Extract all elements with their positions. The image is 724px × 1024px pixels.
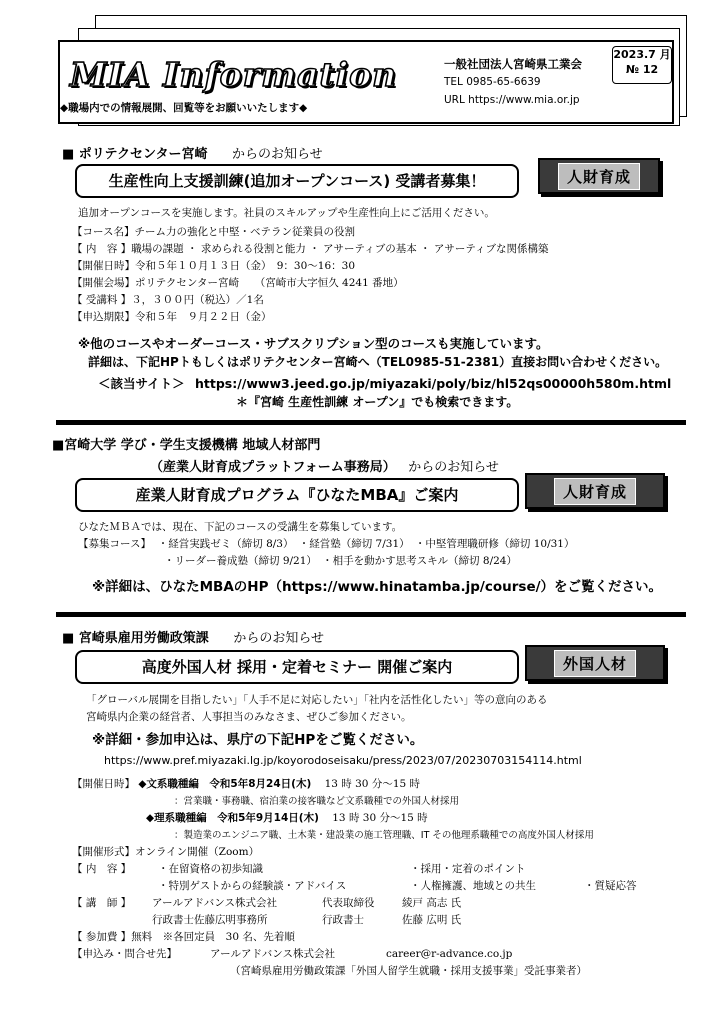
section3-from: からのお知らせ	[233, 631, 324, 646]
course-label: 【募集コース】	[78, 538, 146, 550]
org-name: 一般社団法人宮崎県工業会	[444, 57, 582, 71]
course-row	[78, 536, 574, 553]
detail-row: 【 内 容 】職場の課題 ・ 求められる役割と能力 ・ アサーティブの基本 ・ アサーティブな関係構築	[72, 243, 549, 255]
intro-line: 「グローバル展開を目指したい」「人手不足に対応したい」「社内を活性化したい」等の意向のある	[86, 694, 548, 706]
contact-note: （宮崎県雇用労働政策課「外国人留学生就職・採用支援事業」受託事業者）	[230, 965, 587, 977]
fee-value: 無料 ※各回定員 30 名、先着順	[131, 931, 295, 943]
format-row	[72, 844, 692, 861]
contact-row	[72, 946, 692, 963]
detail-row: 【コース名】チーム力の強化と中堅・ベテラン従業員の役割	[72, 226, 355, 238]
course-row	[78, 553, 574, 570]
content-label: 【 内 容 】	[72, 863, 132, 875]
lecturer-role: 代表取締役	[322, 897, 375, 909]
section1-org: ■ ポリテクセンター宮崎	[62, 147, 208, 162]
section2-subheading	[150, 456, 499, 475]
session2-time: 13 時 30 分～15 時	[332, 812, 428, 824]
session1-date: ◆文系職種編 令和5年8月24日(木)	[138, 778, 312, 790]
issue-number: № 12	[625, 63, 659, 76]
lecturer-name: 佐藤 広明 氏	[402, 914, 462, 926]
content-item: ・在留資格の初歩知識	[158, 863, 263, 875]
section3-details	[72, 776, 692, 980]
site-label: ＜該当サイト＞	[98, 376, 185, 391]
section3-note: ※詳細・参加申込は、県庁の下記HPをご覧ください。	[92, 732, 424, 748]
section1-event-title: 生産性向上支援訓練(追加オープンコース) 受講者募集！	[75, 164, 519, 198]
detail-row: 【申込期限】令和５年 ９月２２日（金）	[72, 311, 272, 323]
session2-row	[72, 810, 692, 827]
site-url-link[interactable]: https://www3.jeed.go.jp/miyazaki/poly/biz/hl52qs00000h580m.html	[195, 376, 672, 391]
section1-tag-label: 人財育成	[558, 163, 640, 190]
website-url[interactable]: URL https://www.mia.or.jp	[444, 94, 580, 106]
section-divider	[56, 612, 686, 617]
detail-row: 【開催日時】令和５年１０月１３日（金） 9：30～16：30	[72, 260, 356, 272]
session2-desc: ：製造業のエンジニア職、土木業・建設業の施工管理職、IT その他理系職種での高度外国人材採用	[174, 830, 594, 841]
section3-intro	[86, 692, 547, 726]
session1-row	[72, 776, 692, 793]
section1-tag	[538, 158, 660, 194]
lecturer-label: 【 講 師 】	[72, 897, 132, 909]
lecturer-org: 行政書士佐藤広明事務所	[152, 914, 268, 926]
section2-from: からのお知らせ	[408, 460, 499, 475]
content-item: ・質疑応答	[584, 880, 637, 892]
content-item: ・特別ゲストからの経験談・アドバイス	[158, 880, 347, 892]
section1-site	[98, 374, 671, 393]
section2-sub: （産業人財育成プラットフォーム事務局）	[150, 460, 396, 475]
lecturer-role: 行政書士	[322, 914, 364, 926]
section1-search-note: ＊『宮崎 生産性訓練 オープン』でも検索できます。	[236, 395, 519, 409]
fee-row	[72, 929, 692, 946]
course-list: ・経営実践ゼミ（締切 8/3） ・経営塾（締切 7/31） ・中堅管理職研修（締切 10/31）	[157, 538, 575, 550]
header-contact	[444, 55, 582, 109]
lecturer-org: アールアドバンス株式会社	[152, 897, 277, 909]
section1-from: からのお知らせ	[232, 147, 323, 162]
detail-row: 【開催会場】ポリテクセンター宮崎 （宮崎市大字恒久 4241 番地）	[72, 277, 404, 289]
detail-row: 【 受講料 】３，３００円（税込）／1名	[72, 294, 264, 306]
section1-note2: 詳細は、下記HPトもしくはポリテクセンター宮崎へ（TEL0985-51-2381）直接お問い合わせください。	[88, 355, 668, 369]
header-subtitle: ◆職場内での情報展開、回覧等をお願いいたします◆	[60, 102, 308, 114]
section2-tag-label: 人財育成	[554, 478, 636, 505]
content-item: ・採用・定着のポイント	[410, 863, 526, 875]
contact-email[interactable]: career@r-advance.co.jp	[386, 948, 513, 960]
content-row	[72, 878, 692, 895]
tel-number: TEL 0985-65-6639	[444, 76, 541, 88]
session1-time: 13 時 30 分～15 時	[324, 778, 421, 790]
section1-heading	[62, 143, 323, 162]
section2-courses	[78, 536, 574, 570]
section2-heading: ■宮崎大学 学び・学生支援機構 地域人材部門	[52, 438, 321, 453]
section-divider	[56, 420, 686, 425]
section2-event-title: 産業人財育成プログラム『ひなたMBA』ご案内	[75, 478, 519, 512]
intro-line: 宮崎県内企業の経営者、人事担当のみなさま、ぜひご参加ください。	[86, 711, 412, 723]
section3-heading	[62, 627, 324, 646]
session1-desc: ：営業職・事務職、宿泊業の接客職など文系職種での外国人材採用	[174, 796, 460, 807]
section2-intro: ひなたＭＢＡでは、現在、下記のコースの受講生を募集しています。	[78, 521, 403, 533]
content-item: ・人権擁護、地域との共生	[410, 880, 536, 892]
contact-org: アールアドバンス株式会社	[210, 948, 335, 960]
course-list: ・リーダー養成塾（締切 9/21） ・相手を動かす思考スキル（締切 8/24）	[164, 555, 517, 567]
format-label: 【開催形式】	[72, 846, 135, 858]
content-row	[72, 861, 692, 878]
lecturer-name: 綾戸 高志 氏	[402, 897, 462, 909]
format-value: オンライン開催（Zoom）	[135, 846, 260, 858]
issue-date: 2023.7 月	[613, 48, 671, 61]
fee-label: 【 参加費 】	[72, 931, 132, 943]
section2-tag	[525, 473, 665, 509]
section3-tag	[525, 645, 665, 681]
section1-note1: ※他のコースやオーダーコース・サブスクリプション型のコースも実施しています。	[78, 336, 549, 351]
section1-details	[72, 224, 549, 326]
section3-url-link[interactable]: https://www.pref.miyazaki.lg.jp/koyorodoseisaku/press/2023/07/20230703154114.html	[104, 754, 582, 767]
newsletter-title: MIA Information	[70, 55, 398, 94]
section3-tag-label: 外国人材	[554, 650, 636, 677]
section3-org: ■ 宮崎県雇用労働政策課	[62, 631, 209, 646]
section3-event-title: 高度外国人材 採用・定着セミナー 開催ご案内	[75, 650, 519, 684]
lecturer-row	[72, 895, 692, 912]
dt-label: 【開催日時】	[72, 778, 135, 790]
section2-note: ※詳細は、ひなたMBAのHP（https://www.hinatamba.jp/course/）をご覧ください。	[92, 579, 663, 595]
issue-date-box	[612, 46, 672, 84]
session2-date: ◆理系職種編 令和5年9月14日(木)	[146, 812, 319, 824]
lecturer-row	[72, 912, 692, 929]
contact-label: 【申込み・問合せ先】	[72, 948, 177, 960]
section1-intro: 追加オープンコースを実施します。社員のスキルアップや生産性向上にご活用ください。	[78, 207, 495, 219]
